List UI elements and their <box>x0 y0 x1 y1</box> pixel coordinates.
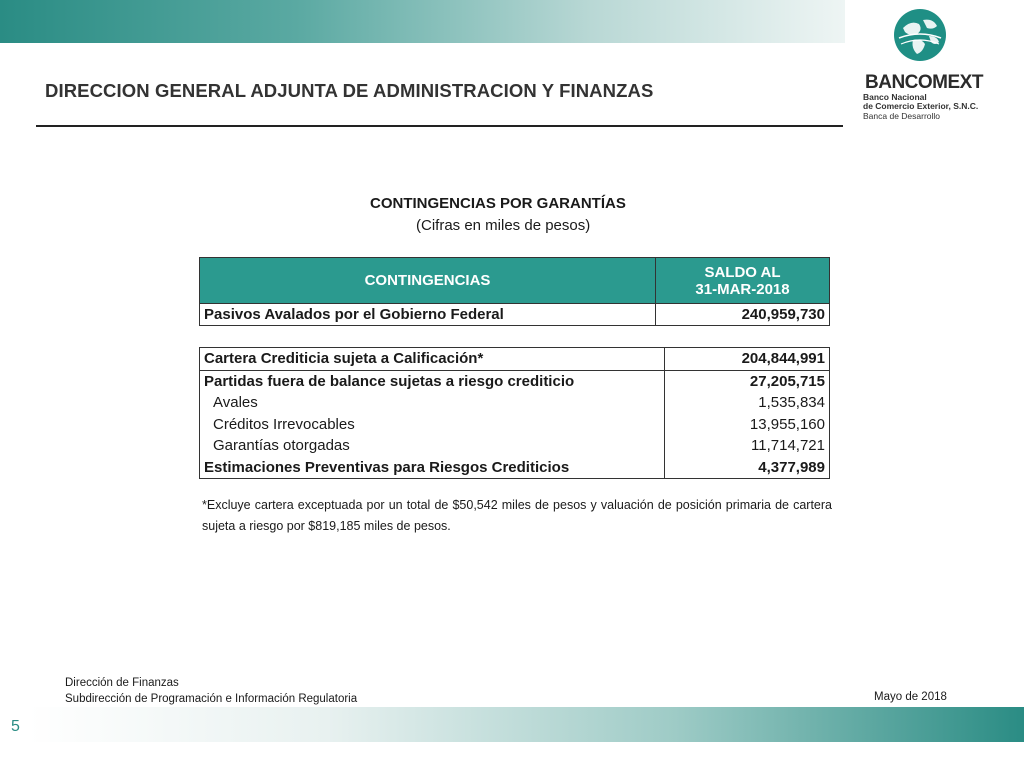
table-row <box>200 348 830 371</box>
row-value: 13,955,160 <box>665 414 830 436</box>
row-label: Estimaciones Preventivas para Riesgos Crediticios <box>200 457 665 479</box>
col-contingencias-header: CONTINGENCIAS <box>200 258 656 304</box>
table-row <box>200 414 830 436</box>
header-divider <box>36 125 843 127</box>
footer-line-2: Subdirección de Programación e Información Regulatoria <box>65 693 358 705</box>
table-row <box>200 370 830 392</box>
table-row <box>200 304 830 326</box>
footer-line-1: Dirección de Finanzas <box>65 677 179 689</box>
row-label: Partidas fuera de balance sujetas a riesgo crediticio <box>200 370 665 392</box>
report-title: CONTINGENCIAS POR GARANTÍAS <box>370 195 626 212</box>
bancomext-logo <box>855 8 1015 123</box>
row-label: Garantías otorgadas <box>200 435 665 457</box>
row-value: 204,844,991 <box>665 348 830 371</box>
row-value: 1,535,834 <box>665 392 830 414</box>
top-decorative-band <box>0 0 845 43</box>
logo-line-2: de Comercio Exterior, S.N.C. <box>863 101 979 111</box>
row-value: 27,205,715 <box>665 370 830 392</box>
globe-icon <box>893 8 947 62</box>
contingencias-header-table <box>199 257 830 326</box>
col-saldo-line-1: SALDO AL <box>704 263 781 281</box>
row-value: 240,959,730 <box>656 304 830 326</box>
report-subtitle: (Cifras en miles de pesos) <box>416 217 591 234</box>
row-label: Cartera Crediticia sujeta a Calificación* <box>200 348 665 371</box>
page-title: DIRECCION GENERAL ADJUNTA DE ADMINISTRACION Y FINANZAS <box>45 80 654 101</box>
row-value: 4,377,989 <box>665 457 830 479</box>
footer-date: Mayo de 2018 <box>874 691 947 703</box>
bottom-decorative-band <box>28 707 1024 742</box>
table-row <box>200 435 830 457</box>
contingencias-detail-table <box>199 347 830 479</box>
row-label: Pasivos Avalados por el Gobierno Federal <box>200 304 656 326</box>
footer-department <box>65 675 357 707</box>
col-saldo-line-2: 31-MAR-2018 <box>695 280 790 298</box>
row-value: 11,714,721 <box>665 435 830 457</box>
table-header-row <box>200 258 830 304</box>
logo-line-3: Banca de Desarrollo <box>863 111 941 121</box>
footnote: *Excluye cartera exceptuada por un total de $50,542 miles de pesos y valuación de posición primaria de cartera sujeta a riesgo por $819,185 miles de pesos. <box>202 498 832 533</box>
table-row <box>200 392 830 414</box>
row-label: Créditos Irrevocables <box>200 414 665 436</box>
table-row <box>200 457 830 479</box>
page-number: 5 <box>11 718 20 735</box>
logo-brand: BANCOMEXT <box>865 72 983 93</box>
col-saldo-header <box>656 258 830 304</box>
row-label: Avales <box>200 392 665 414</box>
logo-line-1: Banco Nacional <box>863 92 927 102</box>
